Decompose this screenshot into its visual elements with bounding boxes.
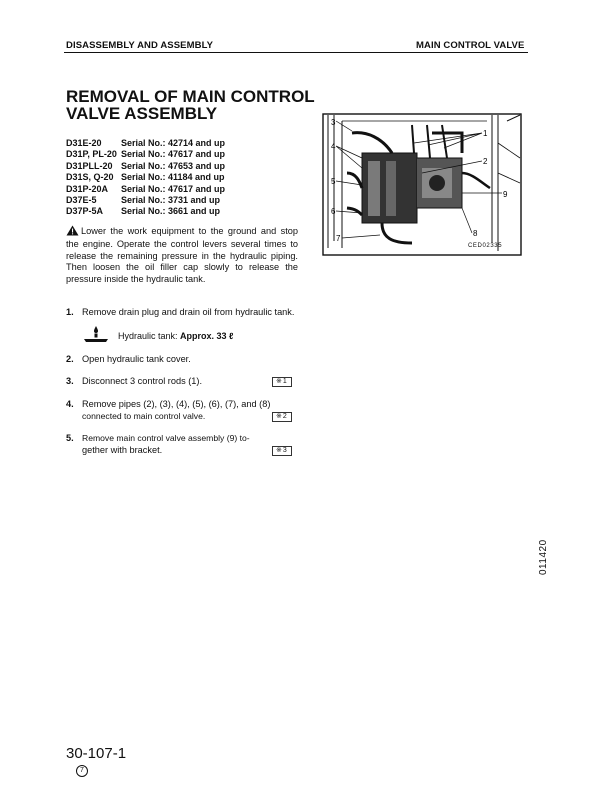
serial-row [66, 172, 225, 183]
step-text: Open hydraulic tank cover. [82, 354, 191, 364]
model-name: D31PLL-20 [66, 160, 113, 171]
callout-9: 9 [503, 190, 508, 199]
serial-range: Serial No.: 47653 and up [121, 160, 226, 171]
oil-label: Hydraulic tank: [118, 331, 181, 341]
step-4 [66, 399, 298, 423]
step-text: Remove main control valve assembly (9) to- [82, 433, 250, 443]
step-text: Remove drain plug and drain oil from hydraulic tank. [82, 307, 295, 317]
figure-code: CED02335 [468, 243, 503, 249]
revision-mark: 7 [76, 765, 88, 777]
serial-row [66, 195, 225, 206]
reference-mark: ※1 [272, 377, 292, 387]
serial-range: Serial No.: 47617 and up [121, 183, 226, 194]
step-text-continued: gether with bracket. [82, 445, 163, 455]
step-text-continued: connected to main control valve. [82, 411, 206, 421]
oil-quantity [82, 325, 292, 345]
step-number: 4. [66, 399, 74, 409]
topic-header: MAIN CONTROL VALVE [416, 40, 525, 51]
step-5 [66, 433, 298, 457]
step-text: Remove pipes (2), (3), (4), (5), (6), (7), and (8) [82, 399, 271, 409]
callout-7: 7 [336, 234, 341, 243]
step-text: Disconnect 3 control rods (1). [82, 376, 202, 386]
section-header: DISASSEMBLY AND ASSEMBLY [66, 40, 214, 51]
page-number: 30-107-1 [66, 745, 127, 762]
serial-row [66, 206, 225, 217]
serial-range: Serial No.: 41184 and up [121, 172, 225, 183]
serial-range: Serial No.: 3731 and up [121, 195, 221, 206]
step-3 [66, 376, 298, 388]
reference-mark: ※3 [272, 446, 292, 456]
model-name: D31P-20A [66, 183, 109, 194]
step-number: 5. [66, 433, 74, 443]
header-rule [64, 52, 528, 53]
callout-8: 8 [473, 229, 478, 238]
callout-3: 3 [331, 118, 336, 127]
serial-row [66, 138, 225, 149]
step-number: 3. [66, 376, 74, 386]
serial-range: Serial No.: 47617 and up [121, 149, 226, 160]
callout-5: 5 [331, 177, 336, 186]
serial-range: Serial No.: 3661 and up [121, 206, 221, 217]
step-number: 1. [66, 307, 74, 317]
callout-6: 6 [331, 207, 336, 216]
model-name: D31E-20 [66, 138, 102, 148]
model-name: D37E-5 [66, 195, 97, 206]
serial-range: Serial No.: 42714 and up [121, 138, 226, 148]
model-name: D37P-5A [66, 206, 104, 217]
page-title: REMOVAL OF MAIN CONTROL VALVE ASSEMBLY [66, 87, 315, 123]
drain-oil-icon [82, 325, 112, 345]
serial-row [66, 161, 225, 172]
reference-mark: ※2 [272, 412, 292, 422]
serial-list [66, 138, 225, 218]
model-name: D31P, PL-20 [66, 149, 117, 160]
main-control-valve-figure [322, 113, 522, 256]
serial-row [66, 184, 225, 195]
warning-note [66, 225, 298, 285]
step-2 [66, 354, 298, 366]
callout-1: 1 [483, 129, 488, 138]
callout-2: 2 [483, 157, 488, 166]
warning-icon [66, 225, 79, 239]
warning-text: Lower the work equipment to the ground and stop the engine. Operate the control levers several times to release the remaining pressure in the hydraulic piping. Then loosen the oil filler cap slowly to release the pressure inside the hydraulic tank. [66, 226, 298, 284]
model-name: D31S, Q-20 [66, 172, 114, 183]
side-code: 011420 [538, 539, 549, 575]
callout-4: 4 [331, 142, 336, 151]
oil-value: Approx. 33 ℓ [180, 331, 234, 341]
step-number: 2. [66, 354, 74, 364]
serial-row [66, 149, 225, 160]
